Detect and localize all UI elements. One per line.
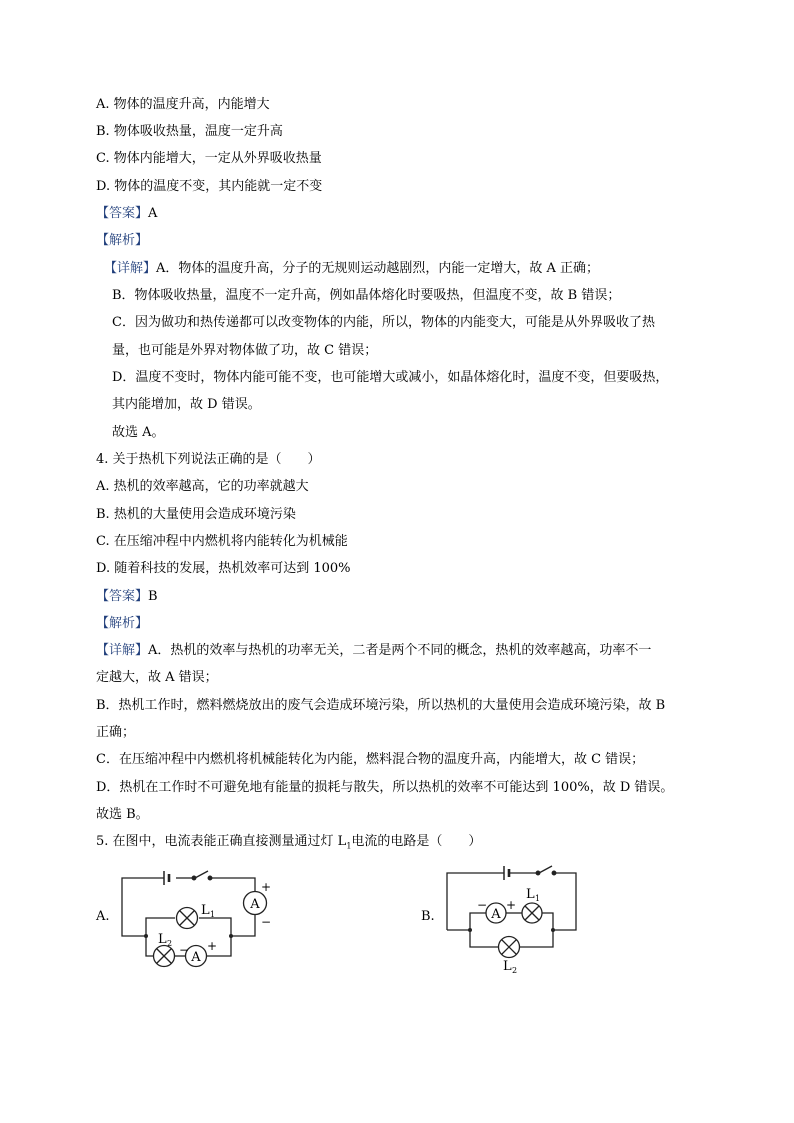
q5-stem-text-end: 电流的电路是（ ） — [351, 834, 482, 849]
q4-detail-line-2: 定越大，故 A 错误； — [96, 670, 218, 685]
q4-conclusion: 故选 B。 — [96, 807, 149, 822]
ammeter-plus: + — [506, 898, 517, 912]
lamp-l1-sub: 1 — [210, 910, 216, 919]
answer-tag: 【答案】 — [96, 589, 149, 604]
q4-option-a: A. 热机的效率越高，它的功率就越大 — [96, 479, 309, 494]
detail-tag: 【详解】 — [96, 643, 149, 658]
q3-detail-line-5: D．温度不变时，物体内能可能不变，也可能增大或减小，如晶体熔化时，温度不变，但要吸热， — [112, 370, 669, 385]
q4-detail-line-5: C．在压缩冲程中内燃机将机械能转化为内能，燃料混合物的温度升高，内能增大，故 C 错误； — [96, 752, 645, 767]
detail-text: A．物体的温度升高，分子的无规则运动越剧烈，内能一定增大，故 A 正确； — [156, 261, 600, 276]
detail-tag: 【详解】 — [104, 261, 157, 276]
q3-answer — [96, 205, 157, 223]
circuit-b-diagram — [440, 858, 585, 976]
circuit-a-diagram — [118, 862, 278, 974]
q5-stem-text: 5. 在图中，电流表能正确直接测量通过灯 L — [96, 834, 347, 849]
q3-detail-line-1 — [104, 260, 599, 278]
q4-stem: 4. 关于热机下列说法正确的是（ ） — [96, 452, 321, 467]
q4-detail-line-1 — [96, 642, 651, 660]
lamp-l1-label: L — [526, 887, 535, 902]
q4-detail-line-4: 正确； — [96, 725, 136, 740]
lamp-l2-label: L — [158, 932, 167, 947]
q3-option-b: B. 物体吸收热量，温度一定升高 — [96, 124, 283, 139]
q3-option-d: D. 物体的温度不变，其内能就一定不变 — [96, 179, 323, 194]
detail-text: A．热机的效率与热机的功率无关，二者是两个不同的概念，热机的效率越高，功率不一 — [148, 643, 652, 658]
ammeter-label: A — [491, 907, 501, 922]
lamp-l1-sub: 1 — [535, 894, 541, 903]
ammeter-branch-plus: + — [207, 939, 218, 953]
ammeter-minus: − — [477, 898, 488, 912]
lamp-l2-sub: 2 — [167, 939, 173, 948]
q3-option-a: A. 物体的温度升高，内能增大 — [96, 97, 270, 112]
ammeter-branch-label: A — [191, 950, 201, 965]
circuit-b-label: B. — [421, 909, 435, 924]
ammeter-plus: + — [261, 880, 272, 894]
q3-detail-line-2: B．物体吸收热量，温度不一定升高，例如晶体熔化时要吸热，但温度不变，故 B 错误； — [112, 288, 621, 303]
q3-detail-line-3: C．因为做功和热传递都可以改变物体的内能，所以，物体的内能变大，可能是从外界吸收了热 — [112, 315, 655, 330]
answer-tag: 【答案】 — [96, 206, 149, 221]
q4-detail-line-6: D．热机在工作时不可避免地有能量的损耗与散失，所以热机的效率不可能达到 100%，故 D 错误。 — [96, 780, 674, 795]
ammeter-main-label: A — [250, 897, 260, 912]
q4-answer — [96, 588, 158, 606]
q3-option-c: C. 物体内能增大，一定从外界吸收热量 — [96, 151, 322, 166]
lamp-l2-sub: 2 — [512, 966, 518, 975]
q3-analysis-tag — [96, 232, 148, 250]
analysis-tag: 【解析】 — [96, 233, 149, 248]
q4-option-c: C. 在压缩冲程中内燃机将内能转化为机械能 — [96, 534, 348, 549]
lamp-l1-label: L — [201, 903, 210, 918]
circuit-a-label: A. — [96, 909, 110, 924]
answer-value: A — [148, 206, 158, 221]
q4-analysis-tag — [96, 615, 148, 633]
q3-conclusion: 故选 A。 — [112, 425, 165, 440]
ammeter-branch-minus: − — [179, 943, 190, 957]
q5-stem — [96, 833, 481, 856]
q3-detail-line-4: 量，也可能是外界对物体做了功，故 C 错误； — [112, 343, 378, 358]
analysis-tag: 【解析】 — [96, 616, 149, 631]
q4-option-b: B. 热机的大量使用会造成环境污染 — [96, 507, 296, 522]
q5-stem-subscript: 1 — [346, 841, 352, 851]
q4-option-d: D. 随着科技的发展，热机效率可达到 100% — [96, 561, 351, 576]
q4-detail-line-3: B．热机工作时，燃料燃烧放出的废气会造成环境污染，所以热机的大量使用会造成环境污染，故 B — [96, 698, 666, 713]
q3-detail-line-6: 其内能增加，故 D 错误。 — [112, 397, 261, 412]
lamp-l2-label: L — [503, 959, 512, 974]
ammeter-minus: − — [261, 915, 272, 929]
answer-value: B — [148, 589, 158, 604]
